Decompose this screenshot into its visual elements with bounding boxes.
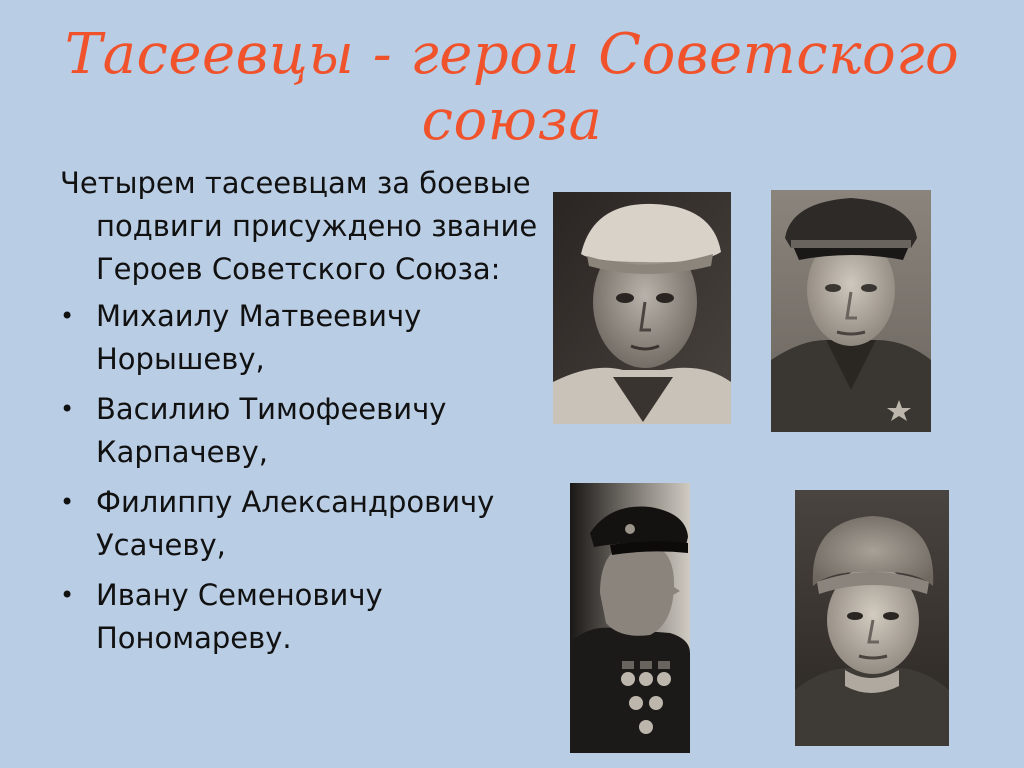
- hero-name: Ивану Семеновичу Пономареву.: [96, 578, 383, 655]
- portrait-photo-3: [570, 483, 690, 753]
- portrait-photo-1: [553, 192, 731, 424]
- bullet-icon: •: [60, 581, 75, 609]
- portrait-photo-4: [795, 490, 949, 746]
- bullet-icon: •: [60, 488, 75, 516]
- title-line-1: Тасеевцы - герои Советского: [64, 22, 960, 87]
- hero-name: Михаилу Матвеевичу Норышеву,: [96, 299, 422, 376]
- list-item: [60, 481, 550, 567]
- title-line-2: союза: [421, 88, 603, 153]
- list-item: [60, 388, 550, 474]
- portrait-photo-2: [771, 190, 931, 432]
- list-item: [60, 295, 550, 381]
- heroes-list: [60, 295, 550, 660]
- slide-title: [40, 22, 984, 154]
- list-item: [60, 574, 550, 660]
- hero-name: Василию Тимофеевичу Карпачеву,: [96, 392, 447, 469]
- body-text: [60, 162, 550, 667]
- intro-paragraph: Четырем тасеевцам за боевые подвиги присуждено звание Героев Советского Союза:: [60, 166, 538, 286]
- bullet-icon: •: [60, 302, 75, 330]
- bullet-icon: •: [60, 395, 75, 423]
- hero-name: Филиппу Александровичу Усачеву,: [96, 485, 495, 562]
